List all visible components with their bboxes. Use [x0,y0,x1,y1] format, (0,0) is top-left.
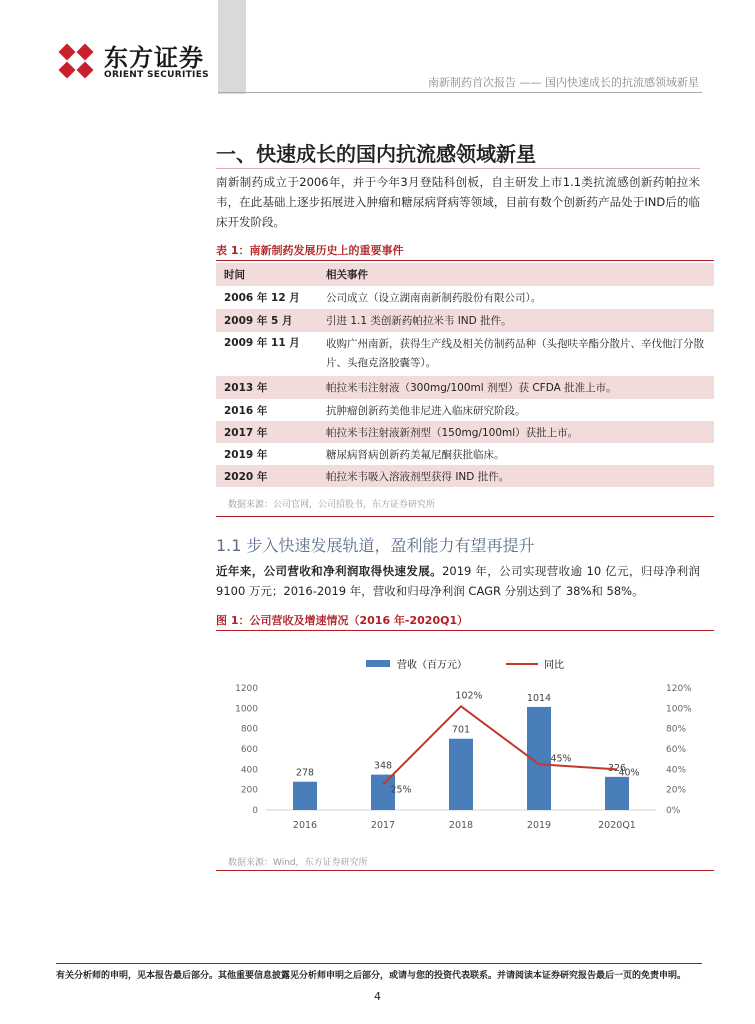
orient-logo-icon [55,40,97,82]
table-header-row [216,263,714,286]
line-data-label: 102% [455,690,483,702]
y-right-tick-label: 60% [666,745,687,755]
bar [293,782,317,810]
y-right-tick-label: 100% [666,704,692,715]
legend-line-label: 同比 [544,660,564,671]
figure-caption: 图 1：公司营收及增速情况（2016 年-2020Q1） [216,614,469,627]
figure-caption-rule [216,630,714,631]
y-left-tick-label: 1000 [235,704,258,715]
table-source: 数据来源：公司官网，公司招股书，东方证券研究所 [228,500,436,510]
bar [605,777,629,810]
header-divider [218,92,702,93]
y-right-tick-label: 20% [666,785,687,796]
row-year: 2017 年 [216,421,318,443]
events-table [216,263,714,487]
table-row [216,399,714,421]
bar-data-label: 701 [451,724,471,736]
table-caption: 表 1：南新制药发展历史上的重要事件 [216,244,404,257]
legend-bar-swatch [366,660,390,667]
x-tick-label: 2017 [370,820,396,831]
x-tick-label: 2020Q1 [598,820,636,831]
row-event: 引进 1.1 类创新药帕拉米韦 IND 批件。 [318,309,714,332]
subsection-title: 1.1 步入快速发展轨道，盈利能力有望再提升 [216,536,535,555]
section-rule [216,168,700,169]
bar-data-label: 278 [295,767,315,779]
legend-bar-label: 营收（百万元） [397,660,467,671]
subsection-paragraph [216,561,700,601]
row-event: 帕拉米韦吸入溶液剂型获得 IND 批件。 [318,465,714,487]
section-intro: 南新制药成立于2006年，并于今年3月登陆科创板，自主研发上市1.1类抗流感创新药帕拉米韦，在此基础上逐步拓展进入肿瘤和糖尿病肾病等领域，目前有数个创新药产品处于IND后的临床开发阶段。 [216,175,700,229]
header-event: 相关事件 [318,263,714,286]
y-right-tick-label: 40% [666,765,687,776]
figure-source: 数据来源：Wind，东方证券研究所 [228,858,368,868]
row-event: 抗肿瘤创新药美他非尼进入临床研究阶段。 [326,404,526,417]
x-tick-label: 2018 [448,820,474,831]
bar-data-label: 1014 [526,692,552,704]
table-bottom-rule [216,516,714,517]
table-row [216,309,714,332]
y-left-tick-label: 600 [240,745,258,755]
y-left-tick-label: 800 [240,724,258,735]
figure-bottom-rule [216,870,714,871]
y-right-tick-label: 120% [666,684,692,694]
row-event: 帕拉米韦注射液新剂型（150mg/100ml）获批上市。 [318,421,714,443]
y-right-tick-label: 80% [666,724,687,735]
bar-data-label: 348 [373,760,393,772]
section-title: 一、快速成长的国内抗流感领域新星 [216,142,536,166]
row-event: 糖尿病肾病创新药美氟尼酮获批临床。 [326,448,505,461]
brand-name-cn: 东方证券 [104,44,204,72]
y-right-tick-label: 0% [666,806,681,816]
bar-data-label: 326 [607,762,627,774]
row-year: 2009 年 5 月 [216,309,318,332]
row-event: 收购广州南新，获得生产线及相关仿制药品种（头孢呋辛酯分散片、辛伐他汀分散片、头孢克洛胶囊等）。 [326,338,704,369]
page-number: 4 [374,990,381,1003]
row-year: 2020 年 [216,465,318,487]
revenue-growth-chart [216,640,714,850]
row-year: 2006 年 12 月 [224,292,300,304]
y-left-tick-label: 1200 [235,684,258,694]
y-left-tick-label: 200 [240,785,258,796]
line-data-label: 25% [390,784,412,796]
table-row [216,332,714,376]
table-row [216,465,714,487]
y-left-tick-label: 0 [252,806,258,816]
table-row [216,421,714,443]
header-time: 时间 [216,263,318,286]
footer-divider [56,963,702,964]
row-year: 2019 年 [224,448,268,461]
table-caption-rule [216,260,714,261]
row-year: 2009 年 11 月 [224,337,300,349]
x-tick-label: 2016 [292,820,318,831]
subsection-lead: 近年来，公司营收和净利润取得快速发展。 [216,564,443,578]
row-year: 2013 年 [216,376,318,399]
growth-line [383,706,617,784]
header-gray-bar [218,0,246,94]
table-row [216,376,714,399]
row-year: 2016 年 [224,404,268,417]
bar [449,739,473,810]
line-data-label: 45% [550,753,572,765]
row-event: 公司成立（设立湖南南新制药股份有限公司）。 [326,292,542,304]
report-title: 南新制药首次报告 —— 国内快速成长的抗流感领域新星 [428,76,699,89]
table-row [216,286,714,309]
x-tick-label: 2019 [526,820,552,831]
line-data-label: 40% [618,767,640,779]
y-left-tick-label: 400 [240,765,258,776]
brand-name-en: ORIENT SECURITIES [104,70,209,80]
row-event: 帕拉米韦注射液（300mg/100ml 剂型）获 CFDA 批准上市。 [318,376,714,399]
subsection-body: 2019 年，公司实现营收逾 10 亿元，归母净利润 9100 万元；2016-2019 年，营收和归母净利润 CAGR 分别达到了 38%和 58%。 [216,564,700,598]
footer-disclaimer: 有关分析师的申明，见本报告最后部分。其他重要信息披露见分析师申明之后部分，或请与您的投资代表联系。并请阅读本证券研究报告最后一页的免责申明。 [56,971,687,981]
table-row [216,443,714,465]
